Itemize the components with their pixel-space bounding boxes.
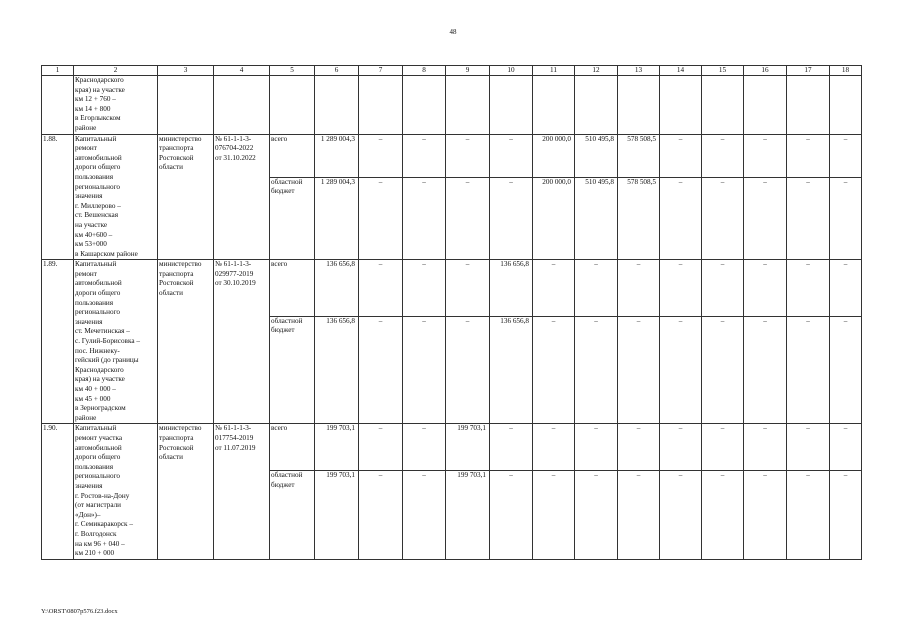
object-name-line: районе <box>75 123 97 132</box>
object-name-line: значения <box>75 317 103 326</box>
empty-cell <box>787 76 830 135</box>
expertise-doc-line: № 61-1-1-3- <box>215 134 252 143</box>
empty-cell <box>618 76 660 135</box>
object-name-line: г. Ростов-на-Дону <box>75 491 130 500</box>
program-table <box>41 65 862 560</box>
amount-cell: 200 000,0 <box>533 134 575 177</box>
object-name-line: края) на участке <box>75 375 125 384</box>
empty-cell <box>270 76 315 135</box>
object-name-line: дороги общего <box>75 453 121 462</box>
amount-cell: – <box>660 470 702 559</box>
object-name-line: дороги общего <box>75 163 121 172</box>
object-name-line: г. Миллерово – <box>75 201 121 210</box>
object-name-line: пользования <box>75 298 114 307</box>
object-name-line: гейский (до границы <box>75 356 139 365</box>
empty-cell <box>575 76 618 135</box>
responsible-org-line: транспорта <box>159 269 194 278</box>
expertise-doc-line: 029977-2019 <box>215 269 254 278</box>
object-name-line: значения <box>75 192 103 201</box>
expertise-doc-line: № 61-1-1-3- <box>215 424 252 433</box>
empty-cell <box>403 76 446 135</box>
responsible-org-line: области <box>159 289 184 298</box>
object-name-line: км 14 + 800 <box>75 104 111 113</box>
amount-cell: – <box>575 470 618 559</box>
amount-cell: 510 495,8 <box>575 177 618 259</box>
responsible-org <box>158 134 214 260</box>
amount-cell: – <box>787 134 830 177</box>
amount-cell: – <box>490 134 533 177</box>
responsible-org <box>158 260 214 424</box>
amount-cell: – <box>359 177 403 259</box>
object-name-line: км 12 + 760 – <box>75 95 116 104</box>
object-name-line: км 210 + 000 <box>75 549 115 558</box>
responsible-org-line: транспорта <box>159 144 194 153</box>
object-name-line: дороги общего <box>75 289 121 298</box>
object-name-line: Краснодарского <box>75 365 124 374</box>
funding-source-line: всего <box>271 260 288 269</box>
amount-cell: – <box>702 177 744 259</box>
expertise-doc-line: 017754-2019 <box>215 433 254 442</box>
object-name-line: Капитальный <box>75 424 117 433</box>
column-number: 17 <box>787 66 830 76</box>
amount-cell: – <box>446 177 490 259</box>
amount-cell: – <box>533 424 575 471</box>
amount-cell: – <box>575 316 618 424</box>
amount-cell: – <box>787 260 830 316</box>
object-name-line: районе <box>75 413 97 422</box>
responsible-org-line: министерство <box>159 134 202 143</box>
funding-source <box>270 316 315 424</box>
object-name-line: пользования <box>75 462 114 471</box>
column-number: 4 <box>214 66 270 76</box>
object-name-line: в Егорлыкском <box>75 114 121 123</box>
funding-source-line: областной <box>271 177 303 186</box>
funding-source-line: всего <box>271 424 288 433</box>
amount-cell: 199 703,1 <box>315 470 359 559</box>
row-number: 1.90. <box>42 424 74 559</box>
amount-cell: – <box>787 424 830 471</box>
column-number: 14 <box>660 66 702 76</box>
object-name <box>74 260 158 424</box>
header-row <box>42 66 862 76</box>
responsible-org-line: транспорта <box>159 433 194 442</box>
expertise-doc <box>214 424 270 559</box>
object-name-line: км 53+000 <box>75 240 107 249</box>
column-number: 12 <box>575 66 618 76</box>
empty-cell <box>446 76 490 135</box>
table-row <box>42 424 862 471</box>
amount-cell: – <box>359 260 403 316</box>
funding-source-line: бюджет <box>271 326 295 335</box>
table-row <box>42 260 862 316</box>
object-name <box>74 424 158 559</box>
empty-cell <box>158 76 214 135</box>
column-number: 9 <box>446 66 490 76</box>
responsible-org-line: министерство <box>159 260 202 269</box>
column-number: 11 <box>533 66 575 76</box>
amount-cell: 199 703,1 <box>446 470 490 559</box>
object-name-line: в Зерноградском <box>75 404 126 413</box>
object-name <box>74 76 158 135</box>
column-number: 3 <box>158 66 214 76</box>
responsible-org-line: Ростовской <box>159 279 194 288</box>
object-name-line: значения <box>75 481 103 490</box>
amount-cell: – <box>618 316 660 424</box>
empty-cell <box>533 76 575 135</box>
amount-cell: – <box>490 177 533 259</box>
funding-source <box>270 134 315 177</box>
amount-cell: – <box>446 316 490 424</box>
amount-cell: – <box>830 424 862 471</box>
object-name-line: ремонт <box>75 269 97 278</box>
object-name-line: регионального <box>75 308 120 317</box>
amount-cell: – <box>403 470 446 559</box>
column-number: 8 <box>403 66 446 76</box>
amount-cell: – <box>359 470 403 559</box>
expertise-doc-line: от 31.10.2022 <box>215 153 256 162</box>
column-number: 16 <box>744 66 787 76</box>
expertise-doc-line: от 11.07.2019 <box>215 443 256 452</box>
amount-cell: – <box>744 177 787 259</box>
object-name-line: г. Волгодонск <box>75 529 117 538</box>
amount-cell: 136 656,8 <box>490 316 533 424</box>
amount-cell: – <box>830 316 862 424</box>
amount-cell: 200 000,0 <box>533 177 575 259</box>
column-number: 13 <box>618 66 660 76</box>
amount-cell: – <box>403 134 446 177</box>
object-name-line: Краснодарского <box>75 76 124 84</box>
funding-source-line: областной <box>271 470 303 479</box>
object-name-line: края) на участке <box>75 85 125 94</box>
funding-source-line: областной <box>271 316 303 325</box>
responsible-org-line: Ростовской <box>159 153 194 162</box>
amount-cell: 136 656,8 <box>315 316 359 424</box>
amount-cell: – <box>830 470 862 559</box>
amount-cell: – <box>575 260 618 316</box>
object-name-line: регионального <box>75 182 120 191</box>
responsible-org <box>158 424 214 559</box>
empty-cell <box>359 76 403 135</box>
amount-cell: – <box>660 424 702 471</box>
amount-cell: 136 656,8 <box>315 260 359 316</box>
object-name-line: (от магистрали <box>75 501 122 510</box>
funding-source-line: бюджет <box>271 187 295 196</box>
empty-cell <box>660 76 702 135</box>
object-name-line: в Кашарском районе <box>75 249 138 258</box>
object-name-line: ремонт <box>75 144 97 153</box>
empty-cell <box>490 76 533 135</box>
object-name-line: ремонт участка <box>75 433 123 442</box>
amount-cell: – <box>618 260 660 316</box>
object-name-line: ст. Вешенская <box>75 211 119 220</box>
empty-cell <box>744 76 787 135</box>
amount-cell: – <box>618 470 660 559</box>
empty-cell <box>830 76 862 135</box>
responsible-org-line: области <box>159 453 184 462</box>
page-number: 48 <box>449 28 457 36</box>
amount-cell: – <box>744 316 787 424</box>
amount-cell: – <box>403 177 446 259</box>
amount-cell: – <box>830 134 862 177</box>
amount-cell: – <box>533 316 575 424</box>
amount-cell: – <box>830 260 862 316</box>
amount-cell: – <box>403 316 446 424</box>
table-row <box>42 134 862 177</box>
column-number: 10 <box>490 66 533 76</box>
amount-cell: 136 656,8 <box>490 260 533 316</box>
amount-cell: – <box>744 260 787 316</box>
amount-cell: – <box>359 316 403 424</box>
amount-cell: – <box>490 424 533 471</box>
expertise-doc <box>214 134 270 260</box>
amount-cell: – <box>660 177 702 259</box>
amount-cell: – <box>787 316 830 424</box>
expertise-doc <box>214 260 270 424</box>
table-row <box>42 76 862 135</box>
object-name-line: км 45 + 000 <box>75 394 111 403</box>
amount-cell: – <box>359 134 403 177</box>
object-name-line: км 40+600 – <box>75 230 113 239</box>
amount-cell: – <box>787 470 830 559</box>
object-name-line: на участке <box>75 220 108 229</box>
row-number: 1.88. <box>42 134 74 260</box>
amount-cell: – <box>533 470 575 559</box>
column-number: 18 <box>830 66 862 76</box>
row-number <box>42 76 74 135</box>
amount-cell: – <box>787 177 830 259</box>
expertise-doc-line: № 61-1-1-3- <box>215 260 252 269</box>
amount-cell: 199 703,1 <box>446 424 490 471</box>
object-name-line: г. Семикаракорск – <box>75 520 133 529</box>
funding-source <box>270 424 315 471</box>
object-name-line: «Дон»)– <box>75 510 101 519</box>
amount-cell: – <box>702 260 744 316</box>
amount-cell: – <box>446 260 490 316</box>
object-name-line: км 40 + 000 – <box>75 385 116 393</box>
amount-cell: – <box>830 177 862 259</box>
amount-cell: – <box>744 424 787 471</box>
funding-source <box>270 470 315 559</box>
object-name-line: с. Гулий-Борисовка – <box>75 337 140 346</box>
file-path-footer: Y:\ORST\0807p576.f23.docx <box>41 608 118 615</box>
object-name-line: регионального <box>75 472 120 481</box>
amount-cell: – <box>403 260 446 316</box>
amount-cell: 578 508,5 <box>618 134 660 177</box>
object-name-line: на км 96 + 040 – <box>75 539 125 548</box>
amount-cell: 510 495,8 <box>575 134 618 177</box>
responsible-org-line: министерство <box>159 424 202 433</box>
funding-source <box>270 260 315 316</box>
amount-cell: – <box>702 424 744 471</box>
amount-cell: – <box>702 316 744 424</box>
object-name-line: Капитальный <box>75 260 117 269</box>
amount-cell: 1 289 004,3 <box>315 134 359 177</box>
amount-cell: – <box>744 134 787 177</box>
amount-cell: – <box>359 424 403 471</box>
amount-cell: – <box>660 260 702 316</box>
amount-cell: 199 703,1 <box>315 424 359 471</box>
responsible-org-line: Ростовской <box>159 443 194 452</box>
amount-cell: – <box>702 134 744 177</box>
responsible-org-line: области <box>159 163 184 172</box>
amount-cell: – <box>660 134 702 177</box>
amount-cell: – <box>618 424 660 471</box>
funding-source <box>270 177 315 259</box>
column-number: 2 <box>74 66 158 76</box>
amount-cell: – <box>446 134 490 177</box>
empty-cell <box>702 76 744 135</box>
row-number: 1.89. <box>42 260 74 424</box>
object-name-line: пос. Нижнеку- <box>75 346 120 355</box>
amount-cell: 1 289 004,3 <box>315 177 359 259</box>
column-number: 1 <box>42 66 74 76</box>
object-name-line: пользования <box>75 172 114 181</box>
object-name-line: автомобильной <box>75 153 122 162</box>
object-name-line: автомобильной <box>75 279 122 288</box>
object-name <box>74 134 158 260</box>
column-number: 5 <box>270 66 315 76</box>
column-number: 7 <box>359 66 403 76</box>
object-name-line: автомобильной <box>75 443 122 452</box>
expertise-doc-line: 076704-2022 <box>215 144 254 153</box>
amount-cell: – <box>660 316 702 424</box>
amount-cell: – <box>575 424 618 471</box>
empty-cell <box>315 76 359 135</box>
funding-source-line: бюджет <box>271 480 295 489</box>
object-name-line: Капитальный <box>75 134 117 143</box>
empty-cell <box>214 76 270 135</box>
amount-cell: – <box>403 424 446 471</box>
column-number: 6 <box>315 66 359 76</box>
expertise-doc-line: от 30.10.2019 <box>215 279 256 288</box>
amount-cell: 578 508,5 <box>618 177 660 259</box>
amount-cell: – <box>533 260 575 316</box>
amount-cell: – <box>490 470 533 559</box>
object-name-line: ст. Мечетинская – <box>75 327 130 336</box>
amount-cell: – <box>702 470 744 559</box>
funding-source-line: всего <box>271 134 288 143</box>
amount-cell: – <box>744 470 787 559</box>
column-number: 15 <box>702 66 744 76</box>
